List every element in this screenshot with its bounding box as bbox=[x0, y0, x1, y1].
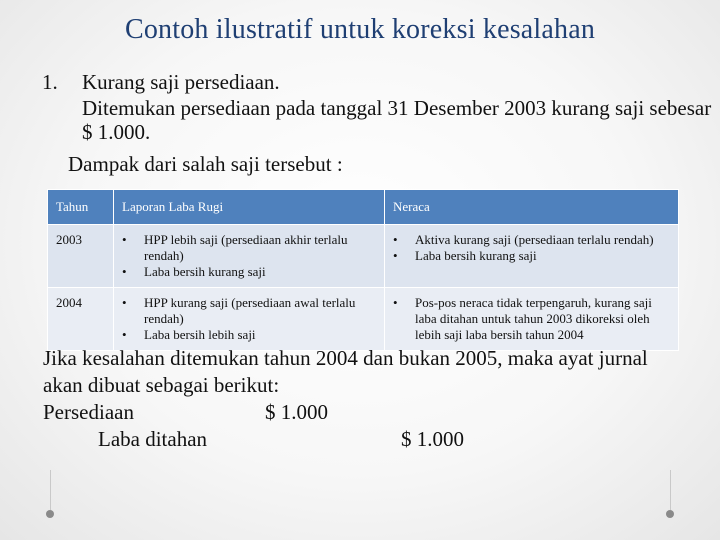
header-tahun: Tahun bbox=[48, 190, 114, 225]
decorative-dot-right bbox=[666, 510, 674, 518]
journal-debit-row bbox=[43, 399, 693, 426]
list-number: 1. bbox=[42, 70, 58, 94]
cell-year: 2004 bbox=[48, 288, 114, 351]
debit-account: Persediaan bbox=[43, 400, 134, 424]
decorative-line-left bbox=[50, 470, 51, 510]
journal-paragraph: Jika kesalahan ditemukan tahun 2004 dan bukan 2005, maka ayat jurnal akan dibuat sebagai berikut: bbox=[43, 346, 648, 397]
cell-neraca bbox=[385, 225, 679, 288]
cell-neraca bbox=[385, 288, 679, 351]
impact-table bbox=[47, 189, 679, 351]
cell-year: 2003 bbox=[48, 225, 114, 288]
cell-laba-rugi bbox=[114, 225, 385, 288]
bullet-item: • Pos-pos neraca tidak terpengaruh, kurang saji laba ditahan untuk tahun 2003 dikoreksi oleh lebih saji laba bersih tahun 2004 bbox=[393, 295, 670, 343]
decorative-line-right bbox=[670, 470, 671, 510]
bullet-item: • Laba bersih kurang saji bbox=[393, 248, 670, 264]
debit-amount: $ 1.000 bbox=[265, 400, 328, 424]
table-row bbox=[48, 225, 679, 288]
bullet-item: • Aktiva kurang saji (persediaan terlalu rendah) bbox=[393, 232, 670, 248]
bullet-item: • HPP lebih saji (persediaan akhir terlalu rendah) bbox=[122, 232, 376, 264]
cell-laba-rugi bbox=[114, 288, 385, 351]
header-laba-rugi: Laporan Laba Rugi bbox=[114, 190, 385, 225]
decorative-dot-left bbox=[46, 510, 54, 518]
table-row bbox=[48, 288, 679, 351]
bullet-item: • Laba bersih kurang saji bbox=[122, 264, 376, 280]
credit-account: Laba ditahan bbox=[98, 427, 208, 451]
table-header-row bbox=[48, 190, 679, 225]
intro-description: Ditemukan persediaan pada tanggal 31 Desember 2003 kurang saji sebesar $ 1.000. bbox=[82, 96, 712, 144]
credit-amount: $ 1.000 bbox=[401, 427, 464, 451]
journal-credit-row bbox=[43, 426, 693, 453]
intro-impact-label: Dampak dari salah saji tersebut : bbox=[68, 152, 343, 176]
slide-title: Contoh ilustratif untuk koreksi kesalahan bbox=[124, 14, 596, 45]
bullet-item: • HPP kurang saji (persediaan awal terlalu rendah) bbox=[122, 295, 376, 327]
header-neraca: Neraca bbox=[385, 190, 679, 225]
intro-heading: Kurang saji persediaan. bbox=[82, 70, 280, 94]
bullet-item: • Laba bersih lebih saji bbox=[122, 327, 376, 343]
